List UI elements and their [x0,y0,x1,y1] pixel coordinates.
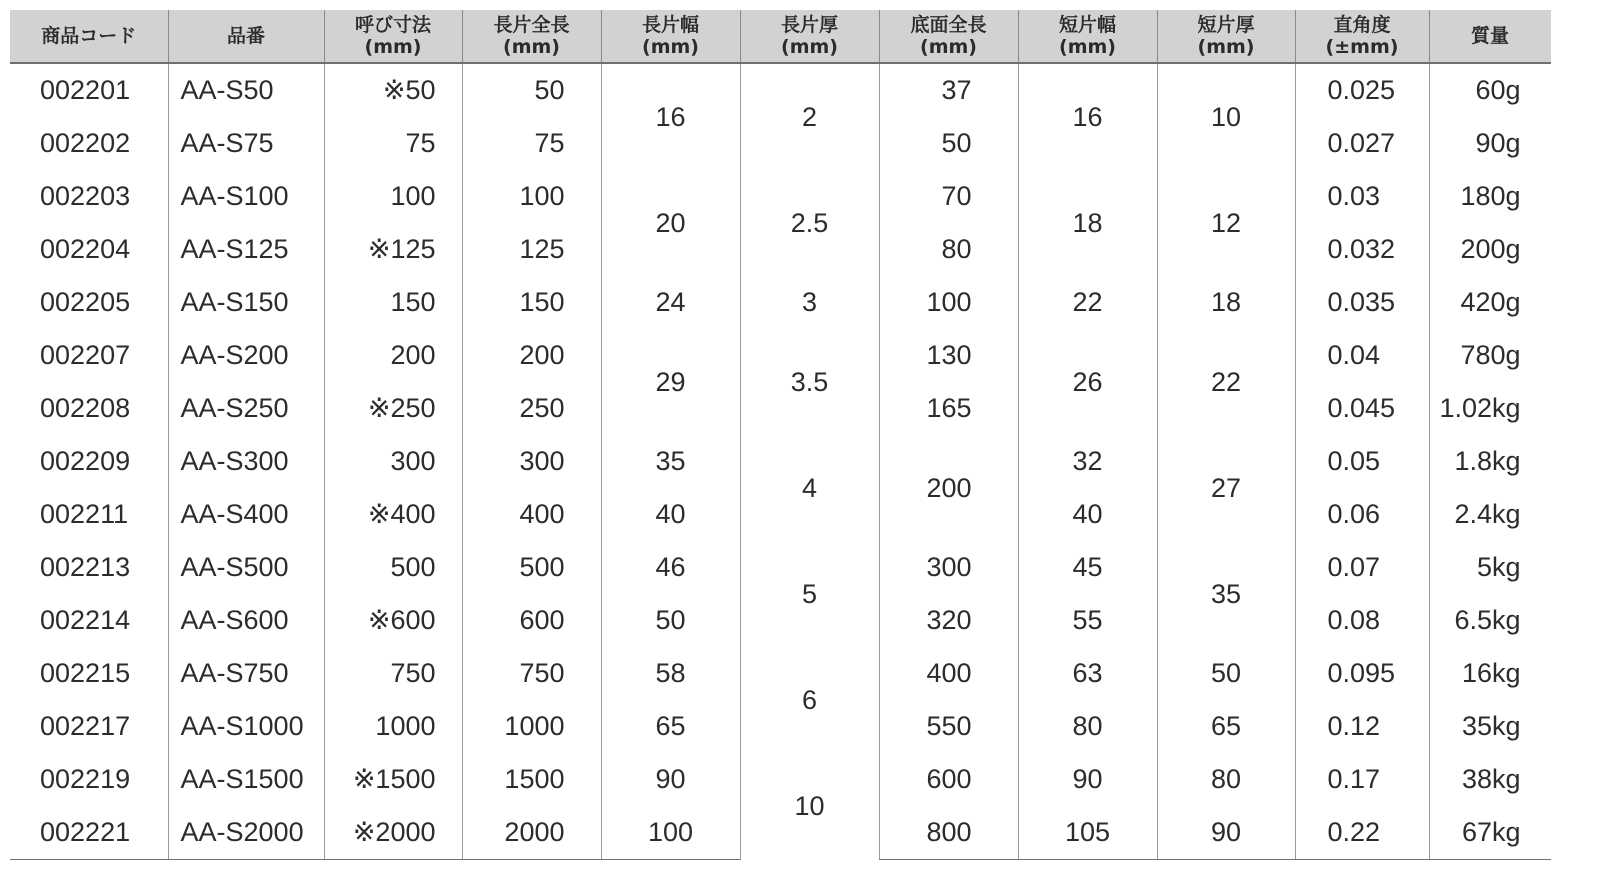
cell-squareness: 0.035 [1295,276,1429,329]
cell-mass: 2.4kg [1429,488,1551,541]
column-header-unit: (mm) [1059,36,1116,58]
cell-short-width: 26 [1018,329,1157,435]
column-header-long-width [601,10,740,63]
cell-short-width: 40 [1018,488,1157,541]
column-header-unit: (mm) [920,36,977,58]
cell-product-code: 002207 [40,340,131,370]
cell-short-thickness: 18 [1157,276,1295,329]
cell-long-thickness: 4 [740,435,879,541]
column-header-part [168,10,324,63]
cell-long-total-length: 500 [462,541,601,594]
table-row [10,435,1551,488]
cell-short-width: 105 [1018,806,1157,860]
table-row [10,63,1551,117]
column-header-short-thick [1157,10,1295,63]
cell-part-number: AA-S300 [168,435,324,488]
cell-product-code: 002217 [40,711,131,741]
cell-long-total-length: 400 [462,488,601,541]
cell-long-width: 20 [601,170,740,276]
table-row [10,647,1551,700]
cell-base-total-length: 550 [879,700,1018,753]
cell-long-width: 40 [601,488,740,541]
cell-long-thickness: 10 [740,753,879,860]
cell-product-code: 002202 [40,128,131,158]
cell-long-thickness: 6 [740,647,879,753]
column-header-unit: (±mm) [1325,36,1399,58]
cell-long-width: 16 [601,63,740,170]
cell-squareness: 0.07 [1295,541,1429,594]
cell-short-width: 22 [1018,276,1157,329]
column-header-label: 品番 [226,25,265,47]
cell-short-width: 45 [1018,541,1157,594]
cell-long-thickness: 3.5 [740,329,879,435]
cell-squareness: 0.06 [1295,488,1429,541]
cell-short-width: 55 [1018,594,1157,647]
column-header-long-total [462,10,601,63]
header-row [10,10,1551,63]
column-header-label: 長片厚 [780,14,838,36]
cell-mass: 1.8kg [1429,435,1551,488]
cell-mass: 16kg [1429,647,1551,700]
table-row [10,329,1551,382]
cell-long-width: 46 [601,541,740,594]
column-header-label: 質量 [1471,25,1510,47]
column-header-squareness [1295,10,1429,63]
cell-long-total-length: 200 [462,329,601,382]
cell-squareness: 0.04 [1295,329,1429,382]
cell-base-total-length: 130 [879,329,1018,382]
cell-long-width: 65 [601,700,740,753]
cell-mass: 5kg [1429,541,1551,594]
column-header-short-width [1018,10,1157,63]
cell-long-thickness: 3 [740,276,879,329]
cell-long-total-length: 2000 [462,806,601,860]
cell-long-width: 29 [601,329,740,435]
cell-product-code: 002209 [40,446,131,476]
cell-part-number: AA-S600 [168,594,324,647]
cell-long-width: 35 [601,435,740,488]
cell-base-total-length: 70 [879,170,1018,223]
cell-product-code: 002201 [40,75,131,105]
cell-squareness: 0.032 [1295,223,1429,276]
cell-short-thickness: 35 [1157,541,1295,647]
cell-part-number: AA-S400 [168,488,324,541]
spec-table [10,10,1551,860]
cell-base-total-length: 100 [879,276,1018,329]
cell-mass: 38kg [1429,753,1551,806]
cell-base-total-length: 200 [879,435,1018,541]
cell-long-width: 58 [601,647,740,700]
column-header-nominal [324,10,462,63]
cell-part-number: AA-S200 [168,329,324,382]
cell-nominal-size: 300 [324,435,462,488]
column-header-unit: (mm) [503,36,560,58]
cell-squareness: 0.025 [1295,63,1429,117]
cell-short-thickness: 10 [1157,63,1295,170]
column-header-label: 呼び寸法 [354,14,431,36]
cell-base-total-length: 50 [879,117,1018,170]
cell-mass: 200g [1429,223,1551,276]
cell-squareness: 0.08 [1295,594,1429,647]
cell-mass: 180g [1429,170,1551,223]
column-header-unit: (mm) [781,36,838,58]
cell-base-total-length: 165 [879,382,1018,435]
cell-nominal-size: ※1500 [324,753,462,806]
cell-part-number: AA-S50 [168,63,324,117]
cell-base-total-length: 800 [879,806,1018,860]
cell-short-thickness: 27 [1157,435,1295,541]
column-header-label: 長片全長 [493,14,570,36]
cell-squareness: 0.045 [1295,382,1429,435]
cell-short-width: 90 [1018,753,1157,806]
table-row [10,170,1551,223]
cell-base-total-length: 300 [879,541,1018,594]
column-header-label: 直角度 [1333,14,1391,36]
cell-part-number: AA-S1500 [168,753,324,806]
cell-product-code: 002203 [40,181,131,211]
column-header-label: 短片厚 [1197,14,1255,36]
cell-part-number: AA-S75 [168,117,324,170]
cell-mass: 420g [1429,276,1551,329]
cell-part-number: AA-S750 [168,647,324,700]
cell-nominal-size: ※400 [324,488,462,541]
cell-nominal-size: 75 [324,117,462,170]
cell-product-code: 002219 [40,764,131,794]
cell-squareness: 0.05 [1295,435,1429,488]
cell-nominal-size: ※600 [324,594,462,647]
cell-part-number: AA-S1000 [168,700,324,753]
cell-long-thickness: 2.5 [740,170,879,276]
cell-nominal-size: 750 [324,647,462,700]
cell-nominal-size: ※50 [324,63,462,117]
cell-base-total-length: 37 [879,63,1018,117]
cell-long-thickness: 5 [740,541,879,647]
cell-long-total-length: 300 [462,435,601,488]
cell-short-thickness: 65 [1157,700,1295,753]
cell-base-total-length: 320 [879,594,1018,647]
cell-long-total-length: 1000 [462,700,601,753]
cell-long-total-length: 1500 [462,753,601,806]
cell-mass: 67kg [1429,806,1551,860]
table-body [10,63,1551,860]
cell-long-width: 90 [601,753,740,806]
column-header-unit: (mm) [364,36,422,58]
cell-product-code: 002221 [10,806,168,860]
cell-long-width: 50 [601,594,740,647]
cell-long-total-length: 750 [462,647,601,700]
cell-part-number: AA-S500 [168,541,324,594]
cell-squareness: 0.22 [1295,806,1429,860]
cell-long-total-length: 75 [462,117,601,170]
cell-short-thickness: 50 [1157,647,1295,700]
cell-short-thickness: 80 [1157,753,1295,806]
cell-long-total-length: 150 [462,276,601,329]
table-row [10,541,1551,594]
cell-short-width: 16 [1018,63,1157,170]
cell-long-width: 100 [601,806,740,860]
cell-mass: 1.02kg [1429,382,1551,435]
cell-product-code: 002204 [40,234,131,264]
cell-mass: 6.5kg [1429,594,1551,647]
cell-nominal-size: 1000 [324,700,462,753]
cell-nominal-size: 500 [324,541,462,594]
cell-base-total-length: 80 [879,223,1018,276]
cell-long-total-length: 50 [462,63,601,117]
column-header-code [10,10,168,63]
cell-nominal-size: ※125 [324,223,462,276]
cell-product-code: 002211 [40,499,129,529]
cell-part-number: AA-S250 [168,382,324,435]
cell-part-number: AA-S2000 [168,806,324,860]
cell-product-code: 002215 [40,658,131,688]
cell-base-total-length: 600 [879,753,1018,806]
cell-nominal-size: 200 [324,329,462,382]
cell-long-total-length: 250 [462,382,601,435]
cell-long-total-length: 600 [462,594,601,647]
cell-mass: 780g [1429,329,1551,382]
cell-short-width: 80 [1018,700,1157,753]
cell-nominal-size: 150 [324,276,462,329]
cell-short-thickness: 12 [1157,170,1295,276]
cell-part-number: AA-S100 [168,170,324,223]
column-header-label: 短片幅 [1058,14,1116,36]
cell-mass: 60g [1429,63,1551,117]
cell-nominal-size: ※2000 [324,806,462,860]
cell-mass: 35kg [1429,700,1551,753]
column-header-label: 底面全長 [910,14,987,36]
cell-short-width: 18 [1018,170,1157,276]
table-row [10,276,1551,329]
column-header-unit: (mm) [1197,36,1255,58]
cell-nominal-size: 100 [324,170,462,223]
cell-product-code: 002208 [40,393,131,423]
cell-long-width: 24 [601,276,740,329]
column-header-mass [1429,10,1551,63]
table-row [10,753,1551,806]
cell-mass: 90g [1429,117,1551,170]
cell-squareness: 0.17 [1295,753,1429,806]
cell-long-total-length: 125 [462,223,601,276]
cell-squareness: 0.03 [1295,170,1429,223]
column-header-unit: (mm) [642,36,699,58]
cell-short-width: 32 [1018,435,1157,488]
cell-short-thickness: 22 [1157,329,1295,435]
cell-squareness: 0.12 [1295,700,1429,753]
cell-squareness: 0.095 [1295,647,1429,700]
cell-short-thickness: 90 [1157,806,1295,860]
cell-long-total-length: 100 [462,170,601,223]
column-header-label: 商品コード [41,25,137,47]
cell-base-total-length: 400 [879,647,1018,700]
cell-product-code: 002214 [40,605,131,635]
cell-part-number: AA-S125 [168,223,324,276]
cell-part-number: AA-S150 [168,276,324,329]
column-header-label: 長片幅 [641,14,699,36]
column-header-long-thick [740,10,879,63]
cell-squareness: 0.027 [1295,117,1429,170]
column-header-base-total [879,10,1018,63]
cell-nominal-size: ※250 [324,382,462,435]
cell-long-thickness: 2 [740,63,879,170]
cell-product-code: 002205 [40,287,131,317]
cell-short-width: 63 [1018,647,1157,700]
cell-product-code: 002213 [40,552,131,582]
